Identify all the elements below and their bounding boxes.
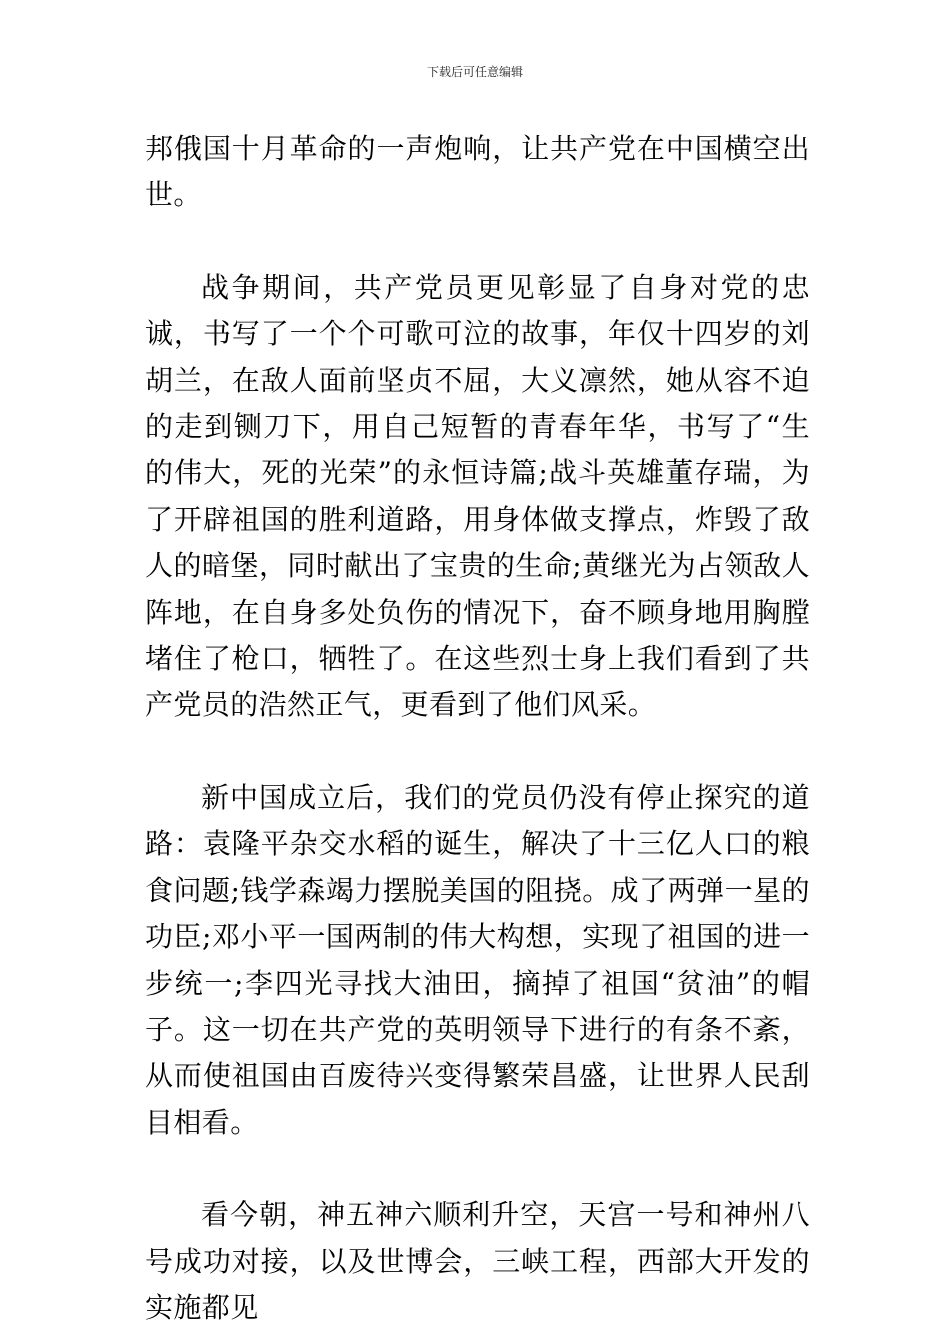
document-body [145,126,810,1331]
paragraph-war-period: 战争期间，共产党员更见彰显了自身对党的忠诚，书写了一个个可歌可泣的故事，年仅十四岁的刘胡兰，在敌人面前坚贞不屈，大义凛然，她从容不迫的走到铡刀下，用自己短暂的青春年华，书写了“生的伟大，死的光荣”的永恒诗篇;战斗英雄董存瑞，为了开辟祖国的胜利道路，用身体做支撑点，炸毁了敌人的暗堡，同时献出了宝贵的生命;黄继光为占领敌人阵地，在自身多处负伤的情况下，奋不顾身地用胸膛堵住了枪口，牺牲了。在这些烈士身上我们看到了共产党员的浩然正气，更看到了他们风采。 [145,270,810,722]
paragraph-today: 看今朝，神五神六顺利升空，天宫一号和神州八号成功对接，以及世博会，三峡工程，西部大开发的实施都见 [145,1198,810,1324]
paragraph-continuation: 邦俄国十月革命的一声炮响，让共产党在中国横空出世。 [145,132,810,212]
paragraph-new-china: 新中国成立后，我们的党员仍没有停止探究的道路：袁隆平杂交水稻的诞生，解决了十三亿人口的粮食问题;钱学森竭力摆脱美国的阻挠。成了两弹一星的功臣;邓小平一国两制的伟大构想，实现了祖国的进一步统一;李四光寻找大油田，摘掉了祖国“贫油”的帽子。这一切在共产党的英明领导下进行的有条不紊，从而使祖国由百废待兴变得繁荣昌盛，让世界人民刮目相看。 [145,780,810,1139]
page-header: 下载后可任意编辑 [426,65,523,79]
